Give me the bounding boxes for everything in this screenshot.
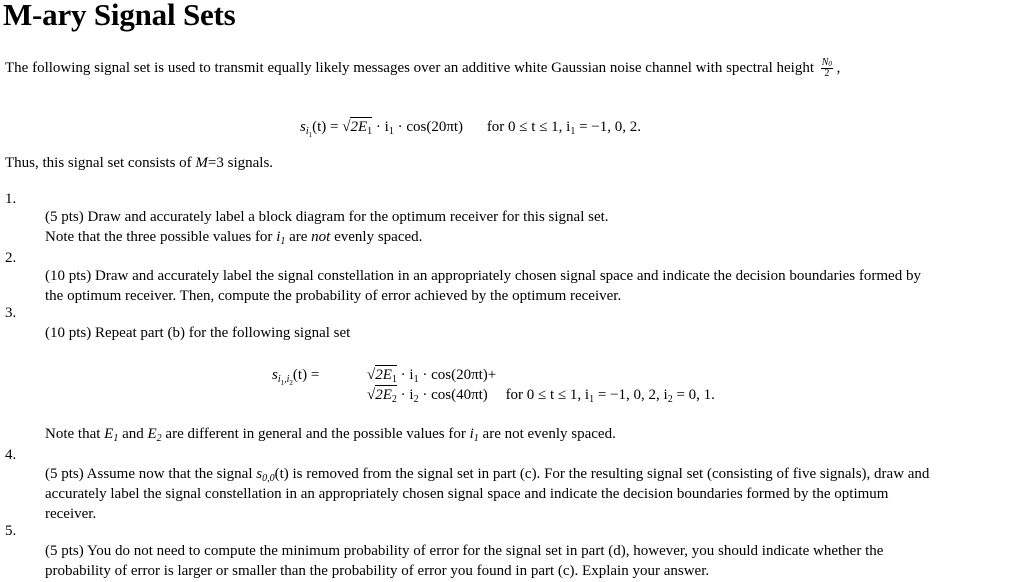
signal-count-sentence: Thus, this signal set consists of M=3 signals.: [5, 155, 274, 171]
noise-fraction: $\frac{N_0}{2}$: [821, 57, 832, 80]
item-number-3: 3.: [5, 305, 17, 321]
question-4-line-2: accurately label the signal constellation in an appropriately chosen signal space and indicate the decision boundaries formed by the optimum: [45, 486, 889, 502]
question-3-note: Note that $E_1$ and $E_2$ are different in general and the possible values for $i_1$ are not evenly spaced.: [45, 426, 616, 444]
question-1-line-1: (5 pts) Draw and accurately label a block diagram for the optimum receiver for this signal set.: [45, 209, 609, 225]
equation-signal-set: $s_{i_1}(t) = √2E_1 \cdot i_1 \cdot \cos(20\pi t)$ for 0 ≤ t ≤ 1, $i_1 = -1$, 0, 2.: [300, 119, 642, 139]
question-3-line-1: (10 pts) Repeat part (b) for the following signal set: [45, 325, 351, 341]
item-number-2: 2.: [5, 250, 17, 266]
equation-two-dim-row-2: $√2E_2 \cdot i_2 \cdot \cos(40\pi t)$ for 0 ≤ t ≤ 1, $i_1 = -1$, 0, 2, $i_2 = 0$, 1.: [367, 387, 715, 405]
intro-text: The following signal set is used to transmit equally likely messages over an additive white Gaussian noise channel with spectral height: [5, 60, 814, 76]
intro-paragraph: The following signal set is used to transmit equally likely messages over an additive white Gaussian noise channel with spectral height $\frac{N_0}{2}$ ,: [5, 57, 841, 80]
question-2-line-1: (10 pts) Draw and accurately label the signal constellation in an appropriately chosen signal space and indicate the decision boundaries formed by: [45, 268, 921, 284]
equation-two-dim-row-1: $√2E_1 \cdot i_1 \cdot \cos(20\pi t)+$: [367, 367, 497, 385]
equation-two-dim-lhs: $s_{i_1,i_2}(t)$ =: [272, 367, 320, 387]
question-4-line-3: receiver.: [45, 506, 97, 522]
item-number-1: 1.: [5, 191, 17, 207]
item-number-5: 5.: [5, 523, 17, 539]
question-5-line-1: (5 pts) You do not need to compute the minimum probability of error for the signal set in part (d), however, you should indicate whether the: [45, 543, 884, 559]
item-number-4: 4.: [5, 447, 17, 463]
question-2-line-2: the optimum receiver. Then, compute the probability of error achieved by the optimum receiver.: [45, 288, 622, 304]
page-title: M-ary Signal Sets: [3, 0, 236, 32]
question-5-line-2: probability of error is larger or smaller than the probability of error you found in part (c). Explain your answer.: [45, 563, 710, 579]
question-1-line-2: Note that the three possible values for $i_1$ are not evenly spaced.: [45, 229, 423, 247]
question-4-line-1: (5 pts) Assume now that the signal $s_{0,0}(t)$ is removed from the signal set in part (c). For the resulting signal set (consisting of five signals), draw and: [45, 466, 930, 484]
